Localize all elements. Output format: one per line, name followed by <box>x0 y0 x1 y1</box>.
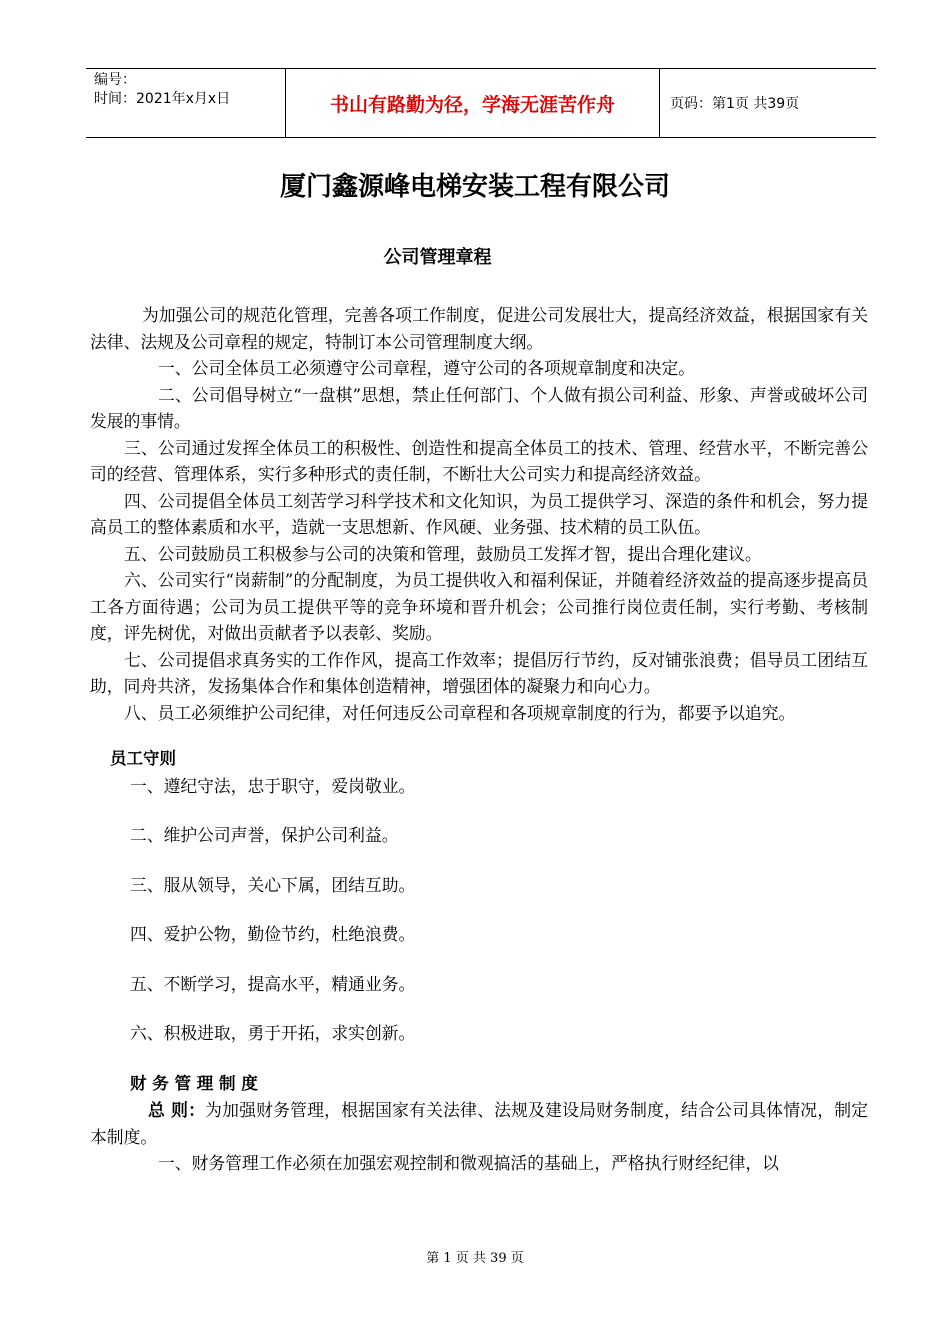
company-title: 厦门鑫源峰电梯安装工程有限公司 <box>279 172 670 202</box>
time-label: 时间：2021年x月x日 <box>94 91 231 107</box>
header-meta-cell <box>86 69 286 137</box>
header-page-info: 页码：第1页 共39页 <box>670 96 800 112</box>
article-2: 二、公司倡导树立“一盘棋”思想，禁止任何部门、个人做有损公司利益、形象、声誉或破坏公司发展的事情。 <box>90 384 868 431</box>
doc-title: 公司管理章程 <box>383 247 492 268</box>
rules-heading: 员工守则 <box>110 749 176 768</box>
article-6: 六、公司实行“岗薪制”的分配制度，为员工提供收入和福利保证，并随着经济效益的提高逐步提高员工各方面待遇；公司为员工提供平等的竞争环境和晋升机会；公司推行岗位责任制，实行考勤、考核制度，评先树优，对做出贡献者予以表彰、奖励。 <box>90 570 868 643</box>
article-1: 一、公司全体员工必须遵守公司章程，遵守公司的各项规章制度和决定。 <box>158 358 696 378</box>
finance-item-1: 一、财务管理工作必须在加强宏观控制和微观搞活的基础上，严格执行财经纪律，以 <box>158 1153 779 1173</box>
document-header <box>86 68 876 138</box>
finance-heading: 财 务 管 理 制 度 <box>130 1073 258 1093</box>
rule-item: 二、维护公司声誉，保护公司利益。 <box>130 825 399 845</box>
page-footer: 第 1 页 共 39 页 <box>426 1251 524 1266</box>
article-8: 八、员工必须维护公司纪律，对任何违反公司章程和各项规章制度的行为，都要予以追究。 <box>124 702 796 723</box>
article-3: 三、公司通过发挥全体员工的积极性、创造性和提高全体员工的技术、管理、经营水平，不断完善公司的经营、管理体系，实行多种形式的责任制，不断壮大公司实力和提高经济效益。 <box>90 437 868 484</box>
rule-item: 一、遵纪守法，忠于职守，爱岗敬业。 <box>130 775 416 796</box>
header-motto: 书山有路勤为径，学海无涯苦作舟 <box>286 69 660 137</box>
rule-item: 三、服从领导，关心下属，团结互助。 <box>130 874 416 895</box>
finance-general-text: 为加强财务管理，根据国家有关法律、法规及建设局财务制度，结合公司具体情况，制定本制度。 <box>90 1100 868 1147</box>
rule-item: 六、积极进取，勇于开拓，求实创新。 <box>130 1023 416 1043</box>
finance-general-label: 总 则： <box>148 1100 206 1120</box>
article-4: 四、公司提倡全体员工刻苦学习科学技术和文化知识，为员工提供学习、深造的条件和机会，努力提高员工的整体素质和水平，造就一支思想新、作风硬、业务强、技术精的员工队伍。 <box>90 490 868 537</box>
article-7: 七、公司提倡求真务实的工作作风，提高工作效率；提倡厉行节约，反对铺张浪费；倡导员工团结互助，同舟共济，发扬集体合作和集体创造精神，增强团体的凝聚力和向心力。 <box>90 649 868 696</box>
finance-general <box>90 1097 868 1150</box>
rule-item: 五、不断学习，提高水平，精通业务。 <box>130 973 416 994</box>
intro-paragraph: 为加强公司的规范化管理，完善各项工作制度，促进公司发展壮大，提高经济效益，根据国家有关法律、法规及公司章程的规定，特制订本公司管理制度大纲。 <box>90 305 868 352</box>
article-5: 五、公司鼓励员工积极参与公司的决策和管理，鼓励员工发挥才智，提出合理化建议。 <box>124 543 762 564</box>
document-body <box>90 302 868 1177</box>
number-label: 编号： <box>94 72 136 88</box>
rule-item: 四、爱护公物，勤俭节约，杜绝浪费。 <box>130 924 416 944</box>
